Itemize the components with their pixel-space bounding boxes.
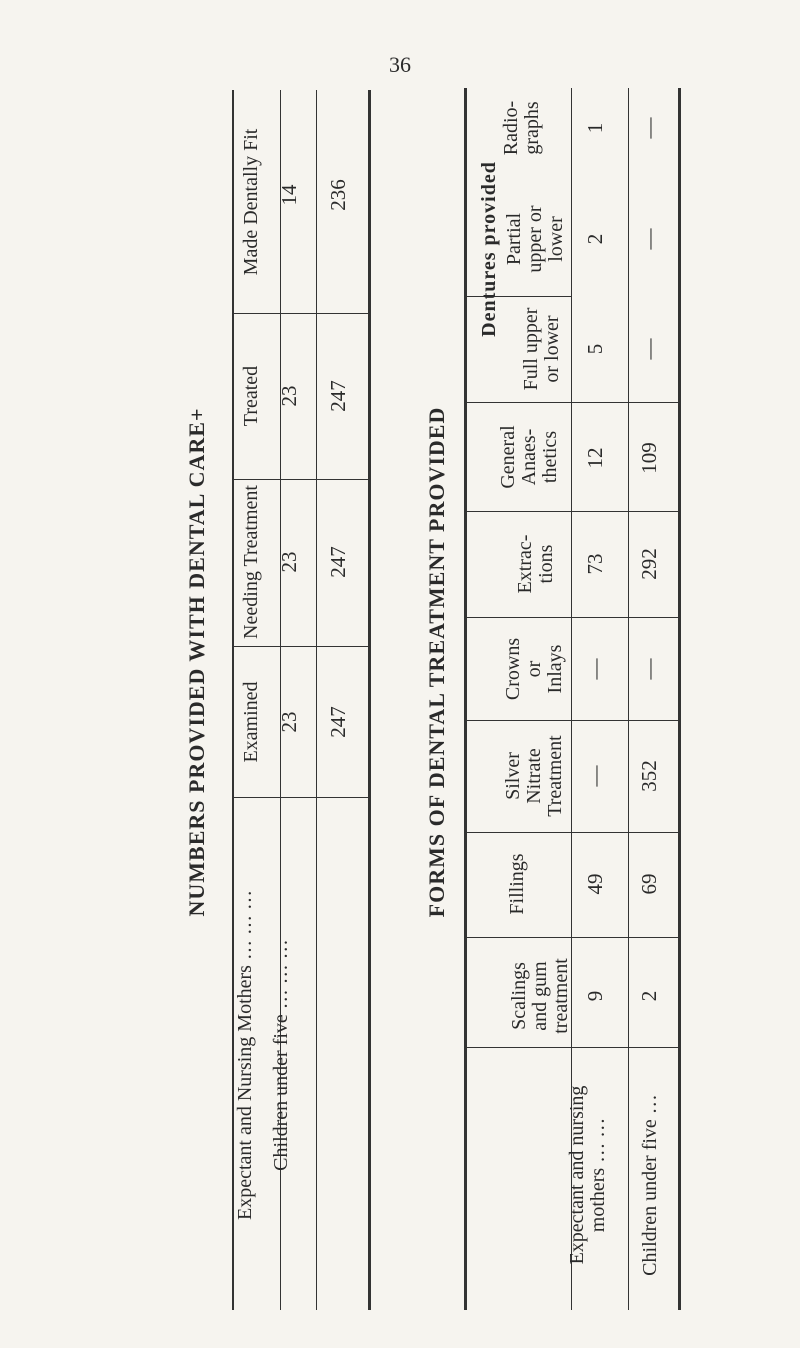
table1-header-made-dentally-fit: Made Dentally Fit	[240, 128, 262, 276]
table2-header-anaesthetics-line-1: General	[497, 425, 519, 489]
table2-cell-mothers-full: 5	[583, 343, 607, 355]
table1-cell-mothers-treated: 23	[277, 385, 301, 407]
table1-cell-children-examined: 247	[326, 706, 350, 738]
table2-header-extractions-line-2: tions	[535, 544, 557, 584]
table1-header-examined: Examined	[240, 681, 262, 763]
table2-header-partial-line-2: upper or	[524, 205, 546, 273]
table2-row-rule-4	[464, 617, 678, 618]
table2-row-rule-3	[464, 511, 678, 512]
table2-header-scalings-line-3: treatment	[550, 958, 572, 1034]
table1-cell-mothers-examined: 23	[277, 711, 301, 733]
table1-row-rule-4	[232, 797, 368, 798]
table2-header-full-line-2: or lower	[541, 315, 563, 383]
table2-row-label-children	[640, 1060, 668, 1310]
table2-cell-mothers-radiographs: 1	[583, 122, 607, 134]
table2-header-anaesthetics	[498, 397, 564, 517]
table2-header-anaesthetics-line-3: thetics	[539, 430, 561, 484]
table2-header-radiographs	[501, 73, 547, 183]
table2-header-crowns	[503, 609, 569, 729]
table1-cell-children-fit: 236	[326, 179, 350, 211]
table1-row-rule-1	[232, 313, 368, 314]
table2-inner-rule-2	[628, 88, 629, 1310]
table2-cell-children-full: —	[637, 338, 661, 360]
table2-header-radiographs-line-2: graphs	[521, 101, 543, 155]
table1-cell-children-treated: 247	[326, 380, 350, 412]
table2-header-crowns-line-1: Crowns	[502, 637, 524, 701]
table2-cell-mothers-fillings: 49	[583, 873, 607, 895]
table2-cell-children-partial: —	[637, 228, 661, 250]
table2-header-full-line-1: Full upper	[520, 307, 542, 391]
table2-row-label-children-line-1: Children under five …	[639, 1094, 661, 1276]
table2-row-rule-6	[464, 832, 678, 833]
table1-right-rule	[368, 90, 371, 1310]
table2-cell-mothers-extractions: 73	[583, 553, 607, 575]
table2-header-partial-line-3: lower	[545, 216, 567, 262]
table2-header-radiographs-line-1: Radio-	[500, 100, 522, 156]
table2-header-crowns-line-3: Inlays	[544, 644, 566, 694]
table2-row-rule-5	[464, 720, 678, 721]
table2-right-rule	[678, 88, 681, 1310]
table2-header-crowns-line-2: or	[523, 660, 545, 678]
table2-row-label-mothers-line-1: Expectant and nursing	[566, 1085, 588, 1265]
table2-header-silver-line-2: Nitrate	[523, 748, 545, 804]
table2-header-fillings-line-1: Fillings	[506, 853, 528, 915]
page-number: 36	[389, 52, 411, 77]
table2-header-partial-dentures	[504, 189, 570, 289]
table2-cell-children-extractions: 292	[637, 548, 661, 580]
table1-header-treated: Treated	[240, 365, 262, 427]
table2-cell-children-fillings: 69	[637, 873, 661, 895]
table2-header-full-dentures	[521, 289, 567, 409]
table2-row-label-mothers	[567, 1050, 613, 1300]
table2-header-extractions	[515, 509, 561, 619]
table1-row-rule-2	[232, 479, 368, 480]
table2-header-silver-line-1: Silver	[502, 752, 524, 800]
table1-header-needing-treatment: Needing Treatment	[240, 485, 262, 639]
table2-cell-children-silver: 352	[637, 760, 661, 792]
table1-title: NUMBERS PROVIDED WITH DENTAL CARE+	[184, 407, 209, 917]
table2-header-scalings-line-2: and gum	[529, 961, 551, 1031]
table1-cell-mothers-needing: 23	[277, 551, 301, 573]
table2-row-rule-2	[464, 402, 678, 403]
table2-cell-mothers-partial: 2	[583, 233, 607, 245]
table1-cell-mothers-fit: 14	[277, 184, 301, 206]
table2-cell-children-scalings: 2	[637, 990, 661, 1002]
table2-cell-mothers-silver: —	[583, 765, 607, 787]
table1-inner-rule-2	[316, 90, 317, 1310]
table2-cell-children-anaesthetics: 109	[637, 442, 661, 474]
table2-header-scalings-line-1: Scalings	[508, 962, 530, 1030]
table2-cell-children-radiographs: —	[637, 117, 661, 139]
table2-header-anaesthetics-line-2: Anaes-	[518, 428, 540, 486]
table2-dentures-group-label: Dentures provided	[478, 161, 500, 337]
table2-cell-mothers-anaesthetics: 12	[583, 447, 607, 469]
table1-cell-children-needing: 247	[326, 546, 350, 578]
table2-cell-mothers-scalings: 9	[583, 990, 607, 1002]
table1-row-label-children: Children under five … … …	[270, 939, 292, 1171]
table2-left-rule	[464, 88, 467, 1310]
table1-row-label-mothers: Expectant and Nursing Mothers … … …	[234, 890, 256, 1220]
table2-cell-mothers-crowns: —	[583, 658, 607, 680]
table2-header-silver-line-3: Treatment	[544, 735, 566, 817]
table2-title: FORMS OF DENTAL TREATMENT PROVIDED	[424, 406, 449, 918]
table2-row-label-mothers-line-2: mothers … …	[587, 1117, 609, 1233]
table2-header-partial-line-1: Partial	[503, 212, 525, 266]
table2-header-extractions-line-1: Extrac-	[514, 534, 536, 594]
table2-cell-children-crowns: —	[637, 658, 661, 680]
